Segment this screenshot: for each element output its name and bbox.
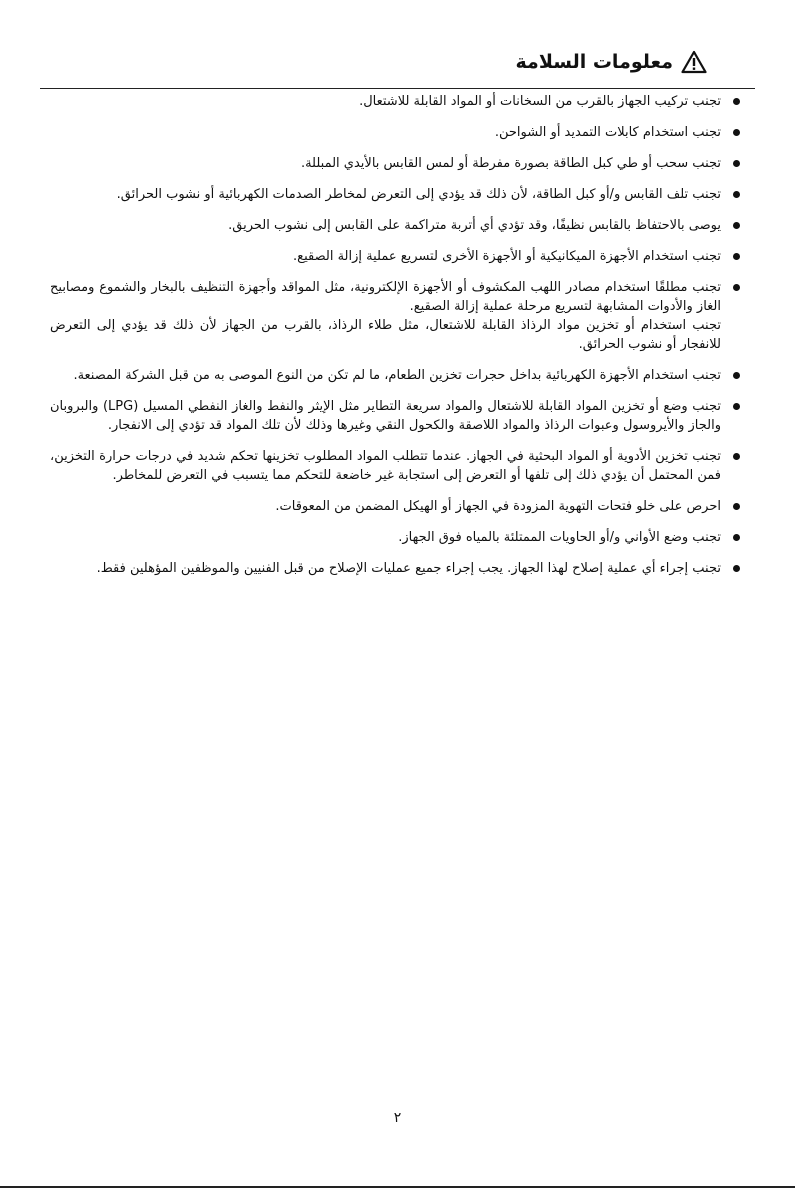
bullet-icon [733,98,740,105]
safety-list-item [50,185,740,204]
safety-list-item [50,366,740,385]
safety-list-item [50,278,740,354]
safety-list-item [50,447,740,485]
safety-list-item [50,559,740,578]
header-divider [40,88,755,89]
safety-list-item [50,397,740,435]
bullet-icon [733,160,740,167]
bullet-icon [733,453,740,460]
safety-item-text: تجنب استخدام الأجهزة الكهربائية بداخل حجرات تخزين الطعام، ما لم تكن من النوع الموصى به من قبل الشركة المصنعة. [73,368,721,383]
safety-item-text: تجنب استخدام كابلات التمديد أو الشواحن. [494,125,721,140]
safety-list-item [50,497,740,516]
safety-item-text: تجنب تخزين الأدوية أو المواد البحثية في الجهاز. عندما تتطلب المواد المطلوب تخزينها تحكم شديد في درجات حرارة التخزين، فمن المحتمل أن يؤدي ذلك إلى تلفها أو التعرض إلى استجابة غير خاضعة للتحكم مما يتسبب في التعرض للمخاطر. [50,449,721,483]
bullet-icon [733,253,740,260]
bullet-icon [733,129,740,136]
safety-list-item [50,216,740,235]
safety-list-item [50,528,740,547]
safety-item-text: تجنب وضع أو تخزين المواد القابلة للاشتعال والمواد سريعة التطاير مثل الإيثر والنفط والغاز النفطي المسيل (LPG) والبروبان والجاز والأيروسول وعبوات الرذاذ والمواد اللاصقة والكحول النقي وغيرها وذلك لأن تلك المواد قد تؤدي إلى الانفجار. [50,399,721,433]
page-number: ٢ [393,1110,402,1126]
warning-triangle-icon [681,50,707,74]
bullet-icon [733,403,740,410]
safety-item-text: يوصى بالاحتفاظ بالقابس نظيفًا، وقد تؤدي أي أتربة متراكمة على القابس إلى نشوب الحريق. [228,218,721,233]
safety-item-text: تجنب تلف القابس و/أو كبل الطاقة، لأن ذلك قد يؤدي إلى التعرض لمخاطر الصدمات الكهربائية أو نشوب الحرائق. [116,187,721,202]
safety-list-item [50,154,740,173]
safety-item-text: تجنب وضع الأواني و/أو الحاويات الممتلئة بالمياه فوق الجهاز. [398,530,721,545]
bullet-icon [733,503,740,510]
bullet-icon [733,565,740,572]
bullet-icon [733,372,740,379]
safety-item-text: احرص على خلو فتحات التهوية المزودة في الجهاز أو الهيكل المضمن من المعوقات. [275,499,721,514]
safety-list-item [50,247,740,266]
bullet-icon [733,534,740,541]
footer-divider [0,1186,795,1188]
safety-item-text: تجنب سحب أو طي كبل الطاقة بصورة مفرطة أو لمس القابس بالأيدي المبللة. [300,156,721,171]
bullet-icon [733,191,740,198]
section-header [516,50,707,74]
safety-list-item [50,123,740,142]
safety-item-text: تجنب مطلقًا استخدام مصادر اللهب المكشوف أو الأجهزة الإلكترونية، مثل المواقد وأجهزة التنظيف بالبخار والشموع ومصابيح الغاز والأدوات المشابهة لتسريع مرحلة عملية إزالة الصقيع. [50,280,721,314]
section-title: معلومات السلامة [515,51,673,73]
safety-list [50,92,740,590]
safety-item-text: تجنب إجراء أي عملية إصلاح لهذا الجهاز. يجب إجراء جميع عمليات الإصلاح من قبل الفنيين والموظفين المؤهلين فقط. [96,561,721,576]
safety-item-text: تجنب استخدام الأجهزة الميكانيكية أو الأجهزة الأخرى لتسريع عملية إزالة الصقيع. [293,249,721,264]
bullet-icon [733,284,740,291]
bullet-icon [733,222,740,229]
safety-item-text: تجنب تركيب الجهاز بالقرب من السخانات أو المواد القابلة للاشتعال. [359,94,721,109]
safety-list-item [50,92,740,111]
safety-item-text: تجنب استخدام أو تخزين مواد الرذاذ القابلة للاشتعال، مثل طلاء الرذاذ، بالقرب من الجهاز لأن ذلك قد يؤدي إلى التعرض للانفجار أو نشوب الحرائق. [50,318,721,352]
